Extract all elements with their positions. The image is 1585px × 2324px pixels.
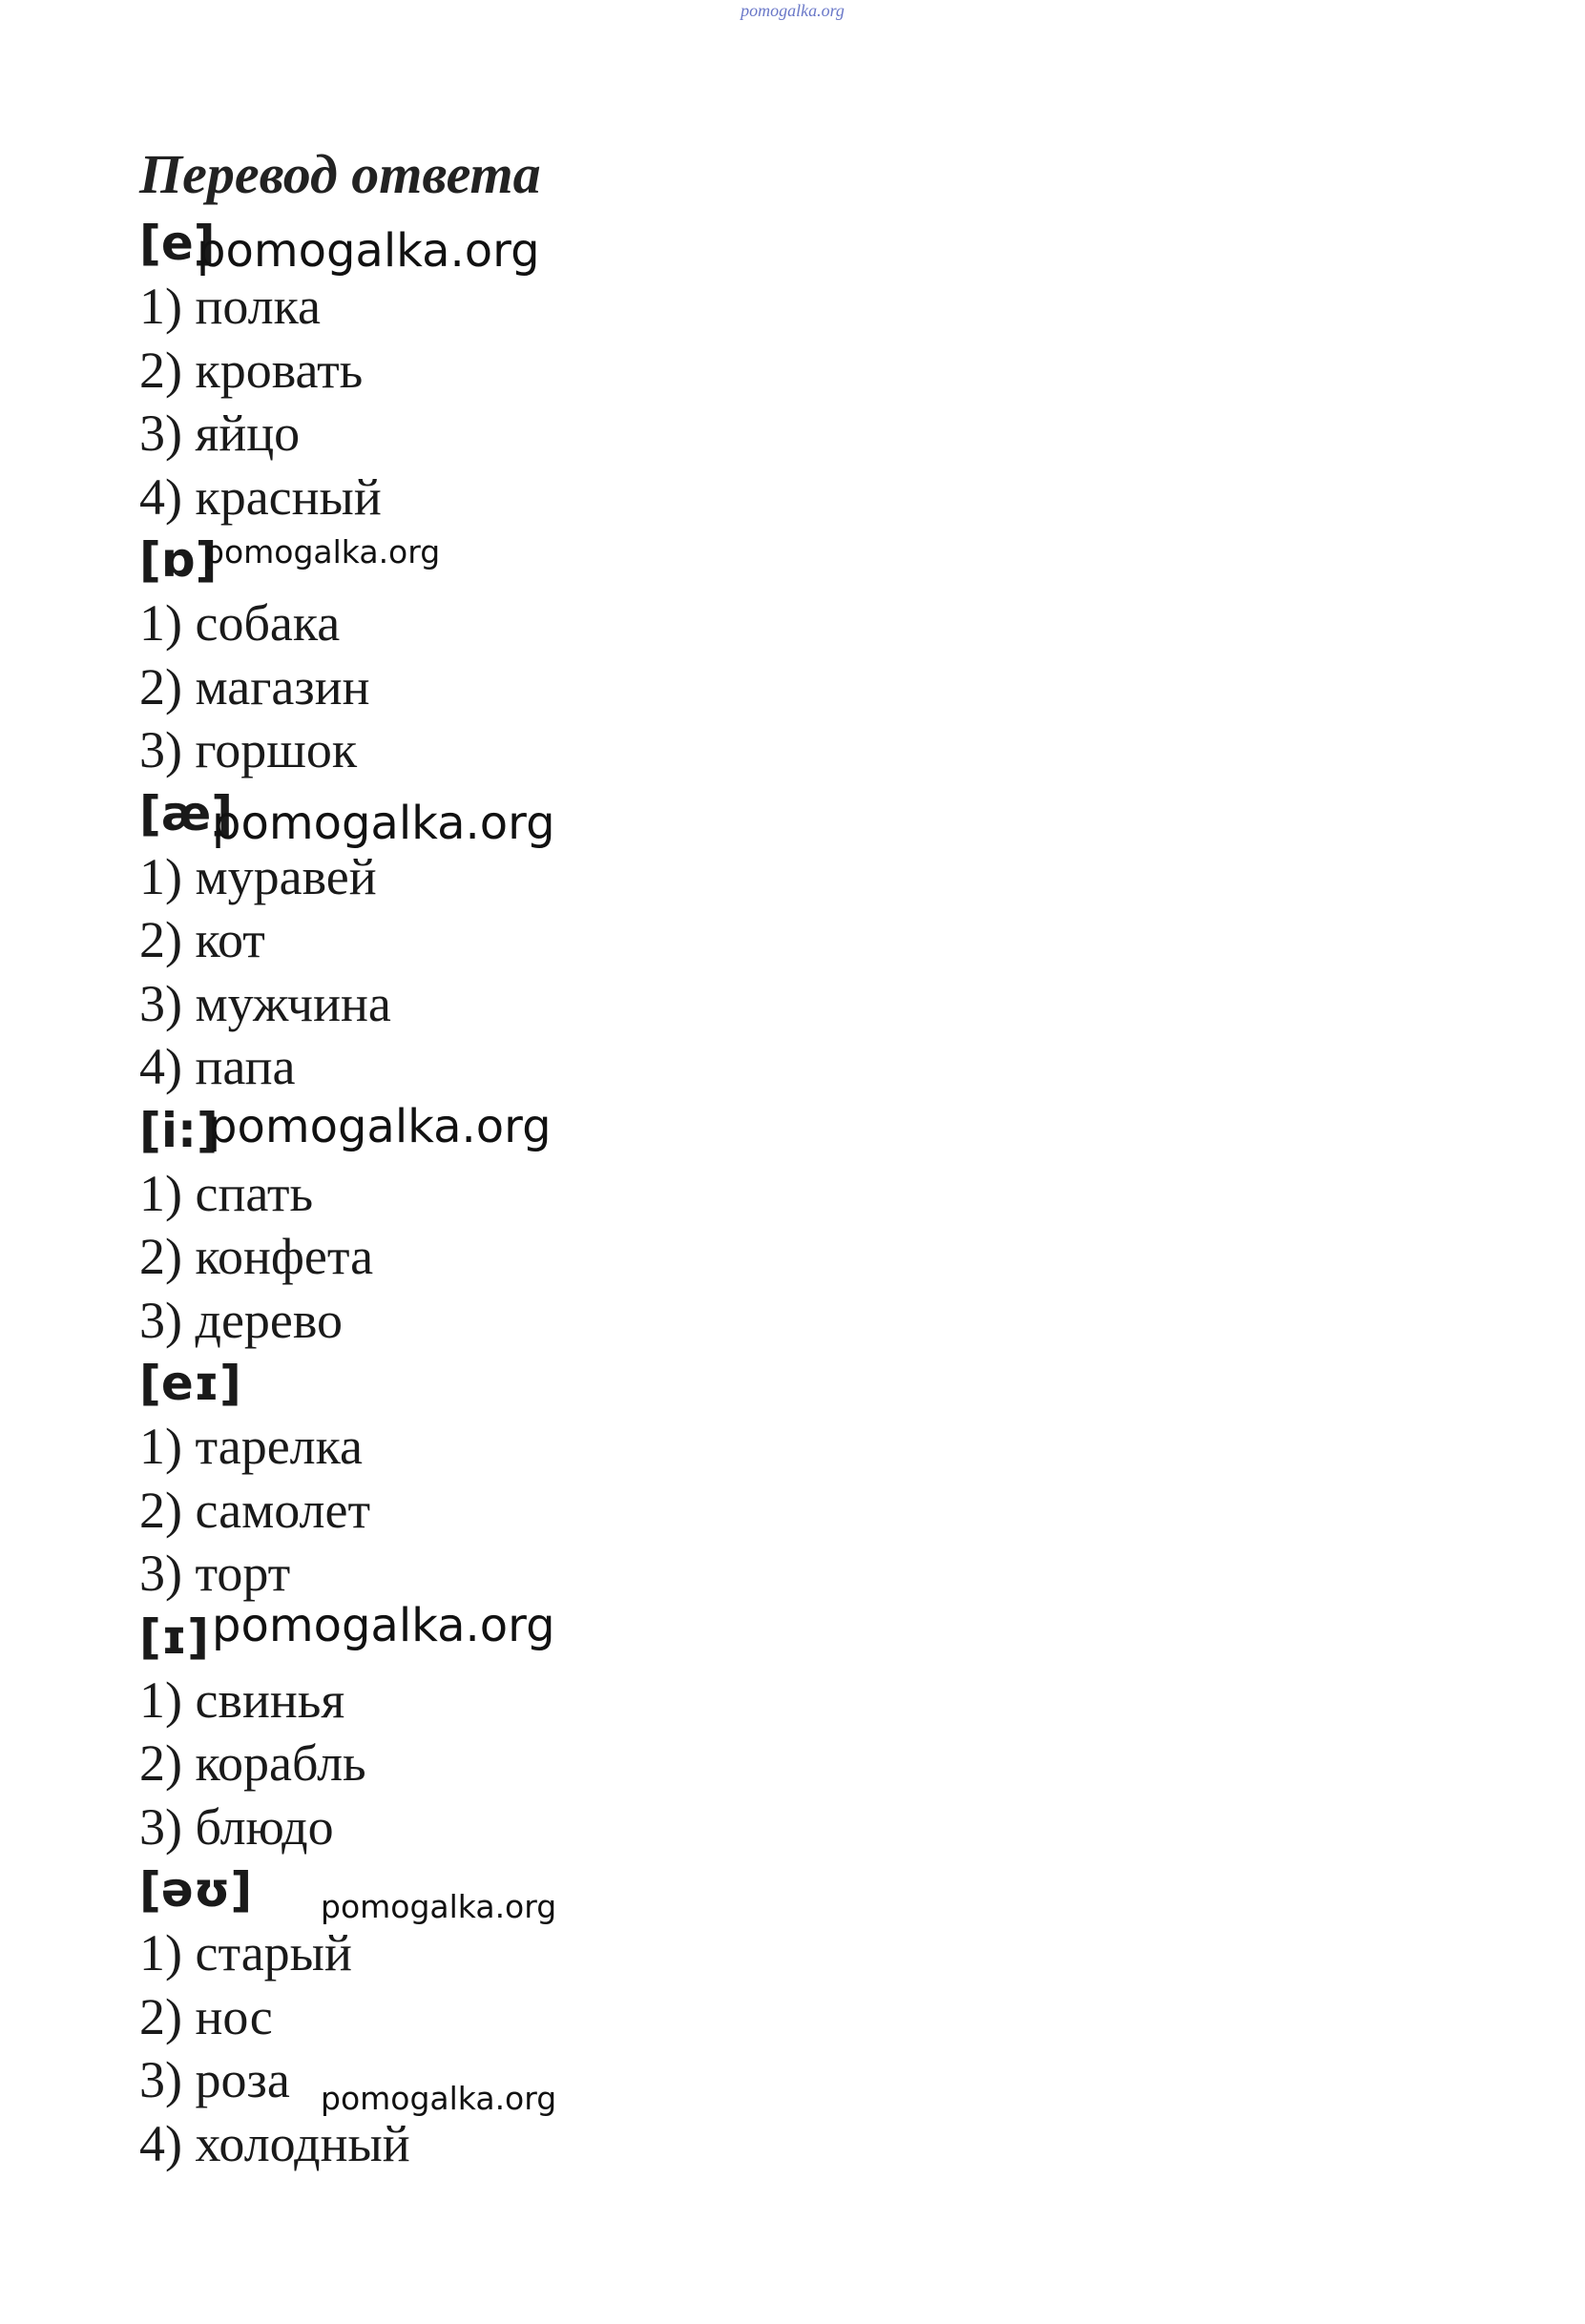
list-item: 1) старый [139, 1924, 352, 1982]
watermark-label: pomogalka.org [321, 1888, 557, 1925]
watermark-label: pomogalka.org [208, 1099, 552, 1153]
list-item: 1) муравей [139, 847, 377, 905]
list-item: 2) нос [139, 1987, 273, 2045]
phonetic-symbol: [i:] [139, 1102, 219, 1158]
section-heading [139, 1858, 557, 1925]
list-item: 3) мужчина [139, 974, 391, 1032]
page-title: Перевод ответа [139, 143, 541, 205]
list-item-text: 3) роза [139, 2051, 290, 2108]
list-item: 2) кровать [139, 341, 364, 399]
list-item: 2) конфета [139, 1228, 374, 1285]
phonetic-symbol: [eɪ] [139, 1356, 241, 1411]
list-item: 3) дерево [139, 1291, 344, 1349]
section-heading [139, 529, 541, 591]
list-item: 3) яйцо [139, 405, 301, 462]
list-item: 3) блюдо [139, 1797, 334, 1856]
list-item: 2) кот [139, 911, 265, 968]
watermark-label: pomogalka.org [197, 224, 540, 278]
list-item: 4) красный [139, 467, 382, 526]
section-heading [139, 212, 541, 278]
list-item: 2) самолет [139, 1481, 371, 1539]
watermark-label: pomogalka.org [212, 796, 555, 850]
list-item: 4) холодный [139, 2114, 410, 2172]
watermark-label: pomogalka.org [212, 1598, 555, 1652]
list-item: 1) спать [139, 1164, 314, 1222]
list-item: 2) магазин [139, 657, 370, 716]
list-item: 1) свинья [139, 1670, 345, 1729]
list-item: 1) полка [139, 278, 322, 335]
watermark-label: pomogalka.org [321, 2080, 557, 2117]
phonetic-symbol: [əʊ] [139, 1862, 253, 1918]
section-heading [139, 782, 555, 850]
phonetic-symbol: [æ] [139, 785, 234, 841]
document-body [139, 143, 557, 2175]
list-item: 3) горшок [139, 721, 358, 778]
list-item: 4) папа [139, 1038, 296, 1095]
top-watermark: pomogalka.org [740, 1, 845, 20]
section-heading [139, 1352, 541, 1415]
list-item: 3) торт [139, 1545, 291, 1602]
phonetic-symbol: [e] [139, 216, 216, 271]
section-heading [139, 1099, 552, 1162]
section-heading [139, 1598, 555, 1669]
list-item: 1) собака [139, 594, 341, 652]
list-item [139, 2048, 557, 2117]
watermark-label: pomogalka.org [204, 533, 441, 571]
list-item: 1) тарелка [139, 1418, 364, 1475]
list-item: 2) корабль [139, 1734, 366, 1792]
phonetic-symbol: [ɪ] [139, 1608, 209, 1665]
phonetic-symbol: [ɒ] [139, 532, 218, 588]
